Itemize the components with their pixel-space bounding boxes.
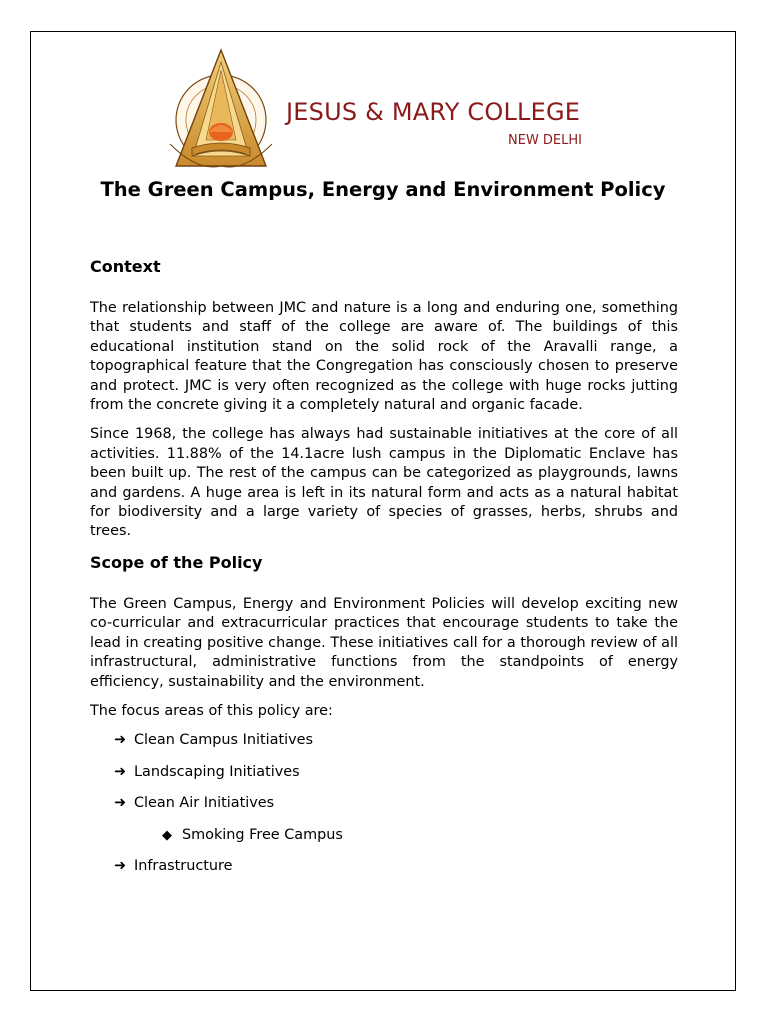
college-logo-icon (158, 48, 284, 170)
arrow-right-icon: ➜ (114, 763, 127, 780)
context-paragraph-1: The relationship between JMC and nature is a long and enduring one, something that students and staff of the college are aware of. The buildings of this educational institution stand on the solid rock of the Aravalli range, a topographical feature that the Congregation has consciously chosen to preserve and protect. JMC is very often recognized as the college with huge rocks jutting from the concrete giving it a completely natural and organic facade. (90, 300, 678, 414)
college-city: NEW DELHI (508, 133, 583, 148)
focus-area-label: Clean Campus Initiatives (134, 732, 313, 749)
college-name: JESUS & MARY COLLEGE (286, 98, 581, 126)
focus-intro: The focus areas of this policy are: (90, 702, 333, 719)
list-item (114, 763, 678, 782)
list-item (114, 794, 678, 845)
context-paragraph-2: Since 1968, the college has always had sustainable initiatives at the core of all activities. 11.88% of the 14.1acre lush campus in the Diplomatic Enclave has been built up. The rest of the campus can be categorized as playgrounds, lawns and gardens. A huge area is left in its natural form and acts as a natural habitat for biodiversity and a large variety of species of grasses, herbs, shrubs and trees. (90, 426, 678, 540)
college-header (158, 48, 608, 170)
arrow-right-icon: ➜ (114, 857, 127, 874)
clean-air-sub-list (114, 826, 678, 845)
focus-area-label: Infrastructure (134, 857, 233, 874)
focus-area-label: Clean Air Initiatives (134, 795, 275, 812)
document-title: The Green Campus, Energy and Environment Policy (100, 178, 666, 201)
focus-area-label: Landscaping Initiatives (134, 763, 300, 780)
sub-area-label: Smoking Free Campus (182, 826, 343, 843)
diamond-bullet-icon: ◆ (162, 827, 172, 843)
scope-paragraph-1: The Green Campus, Energy and Environment Policies will develop exciting new co-curricular and extracurricular practices that encourage students to take the lead in creating positive change. These initiatives call for a thorough review of all infrastructural, administrative functions from the standpoints of energy efficiency, sustainability and the environment. (90, 595, 678, 690)
list-item (162, 826, 678, 845)
arrow-right-icon: ➜ (114, 795, 127, 812)
scope-heading: Scope of the Policy (90, 552, 263, 572)
list-item (114, 731, 678, 750)
document-body (90, 256, 678, 888)
arrow-right-icon: ➜ (114, 732, 127, 749)
context-heading: Context (90, 257, 161, 276)
list-item (114, 857, 678, 876)
focus-area-list (90, 731, 678, 876)
